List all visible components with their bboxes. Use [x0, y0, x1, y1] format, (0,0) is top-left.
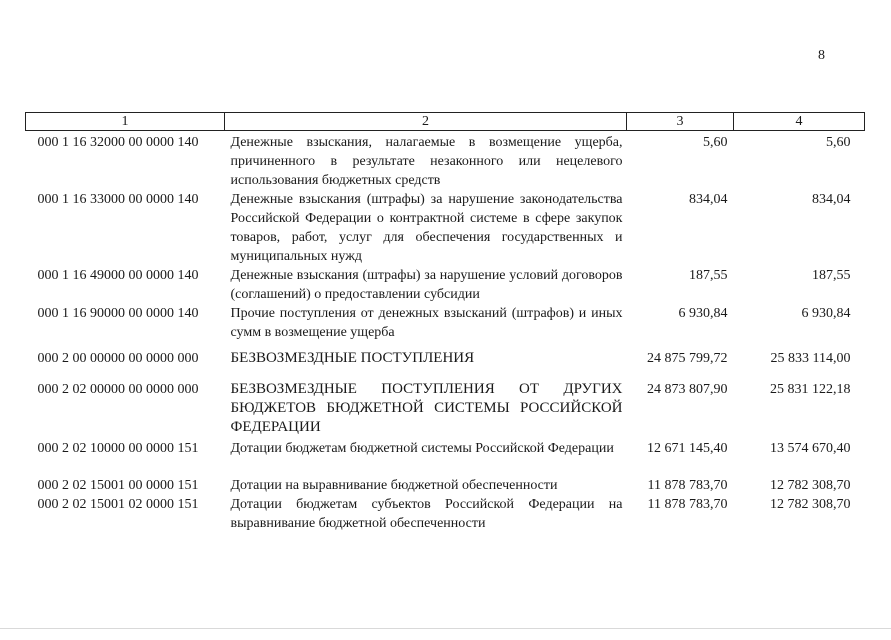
row-code: 000 2 02 10000 00 0000 151 [37, 441, 199, 456]
row-value-col4: 13 574 670,40 [770, 441, 851, 456]
row-name: Дотации бюджетам бюджетной системы Российской Федерации [230, 441, 614, 456]
row-name: Дотации на выравнивание бюджетной обеспеченности [230, 478, 558, 493]
row-value-col3: 12 671 145,40 [647, 441, 728, 456]
row-value-col3: 11 878 783,70 [647, 497, 728, 512]
header-col-2: 2 [225, 113, 627, 131]
row-name: Денежные взыскания (штрафы) за нарушение условий договоров (соглашений) о предоставлении субсидии [230, 268, 623, 302]
row-code: 000 2 02 15001 02 0000 151 [37, 497, 199, 512]
row-name: Прочие поступления от денежных взысканий (штрафов) и иных сумм в возмещение ущерба [230, 306, 623, 340]
table-row [26, 266, 865, 304]
table-row [26, 476, 865, 495]
row-value-col4: 5,60 [826, 135, 851, 150]
row-value-col3: 187,55 [689, 268, 728, 283]
row-value-col3: 5,60 [703, 135, 728, 150]
row-value-col4: 12 782 308,70 [770, 497, 851, 512]
budget-revenue-table-container [25, 112, 864, 533]
row-code: 000 2 00 00000 00 0000 000 [37, 351, 199, 366]
row-code: 000 1 16 33000 00 0000 140 [37, 192, 199, 207]
table-row [26, 131, 865, 191]
row-value-col3: 11 878 783,70 [647, 478, 728, 493]
row-value-col4: 12 782 308,70 [770, 478, 851, 493]
row-value-col3: 24 875 799,72 [647, 351, 728, 366]
row-name: Дотации бюджетам субъектов Российской Федерации на выравнивание бюджетной обеспеченности [230, 497, 623, 531]
row-value-col3: 834,04 [689, 192, 728, 207]
table-row [26, 377, 865, 439]
row-name: Денежные взыскания, налагаемые в возмещение ущерба, причиненного в результате незаконного или нецелевого использования бюджетных средств [230, 135, 623, 188]
table-row [26, 304, 865, 346]
header-col-4: 4 [734, 113, 865, 131]
row-name: БЕЗВОЗМЕЗДНЫЕ ПОСТУПЛЕНИЯ ОТ ДРУГИХ БЮДЖЕТОВ БЮДЖЕТНОЙ СИСТЕМЫ РОССИЙСКОЙ ФЕДЕРАЦИИ [230, 381, 623, 435]
table-row [26, 439, 865, 476]
table-row [26, 346, 865, 377]
row-value-col4: 25 831 122,18 [770, 382, 851, 397]
header-col-3: 3 [627, 113, 734, 131]
header-col-1: 1 [26, 113, 225, 131]
row-code: 000 1 16 90000 00 0000 140 [37, 306, 199, 321]
page-number: 8 [818, 48, 825, 63]
scan-edge-line [0, 628, 891, 629]
row-name: БЕЗВОЗМЕЗДНЫЕ ПОСТУПЛЕНИЯ [230, 350, 475, 366]
row-name: Денежные взыскания (штрафы) за нарушение законодательства Российской Федерации о контрактной системе в сфере закупок товаров, работ, услуг для обеспечения государственных и муниципальных нужд [230, 192, 623, 264]
row-value-col3: 6 930,84 [678, 306, 728, 321]
row-value-col4: 834,04 [812, 192, 851, 207]
row-value-col4: 6 930,84 [801, 306, 851, 321]
row-code: 000 1 16 32000 00 0000 140 [37, 135, 199, 150]
table-row [26, 495, 865, 533]
row-value-col4: 187,55 [812, 268, 851, 283]
table-header-row [26, 113, 865, 131]
row-value-col3: 24 873 807,90 [647, 382, 728, 397]
budget-revenue-table [25, 112, 865, 533]
row-code: 000 1 16 49000 00 0000 140 [37, 268, 199, 283]
row-code: 000 2 02 15001 00 0000 151 [37, 478, 199, 493]
table-row [26, 190, 865, 266]
row-code: 000 2 02 00000 00 0000 000 [37, 382, 199, 397]
row-value-col4: 25 833 114,00 [770, 351, 851, 366]
